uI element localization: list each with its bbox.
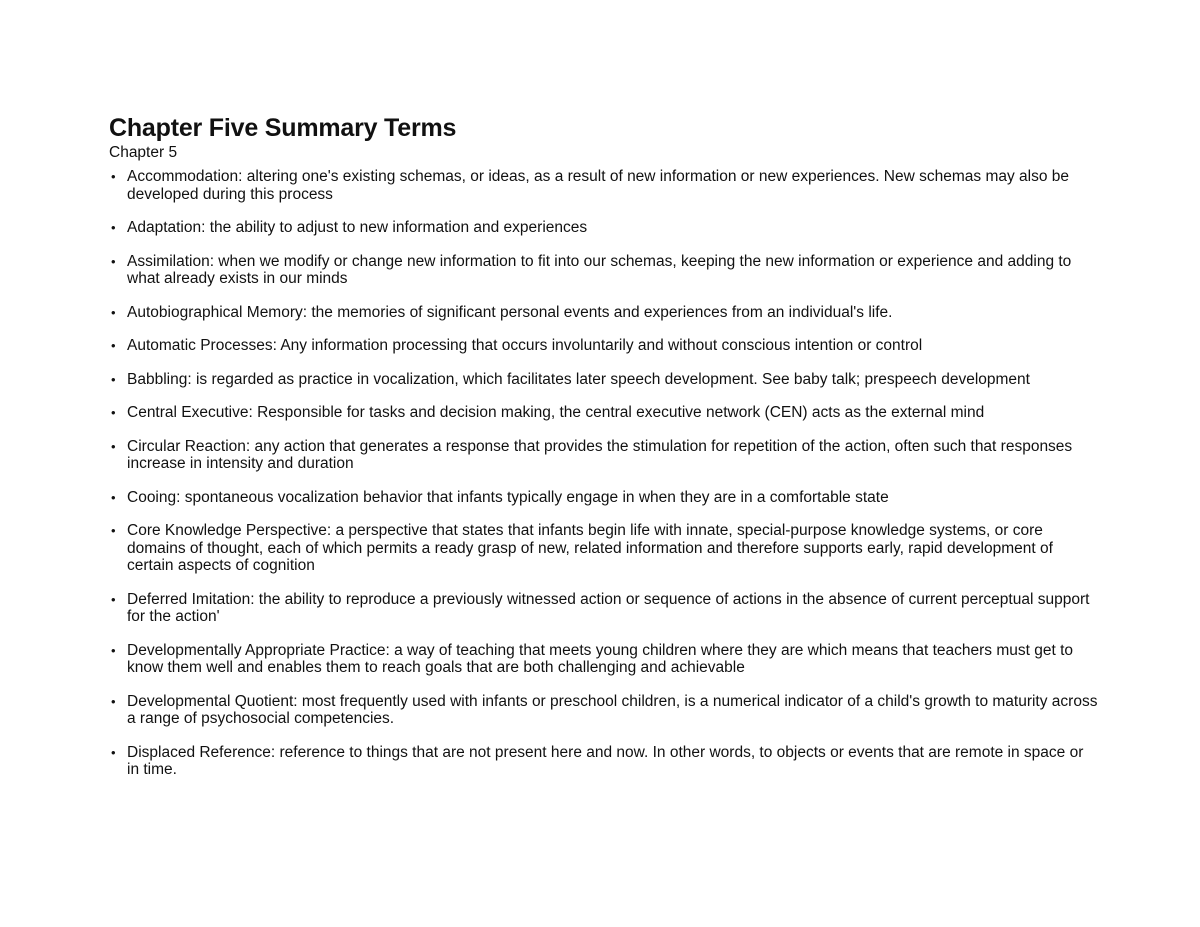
term-text: Central Executive: Responsible for tasks and decision making, the central executive network (CEN) acts as the external mind <box>127 404 985 421</box>
page-subtitle: Chapter 5 <box>109 144 178 161</box>
bullet-icon: • <box>111 523 116 538</box>
term-text: Deferred Imitation: the ability to reproduce a previously witnessed action or sequence of actions in the absence of current perceptual support for the action' <box>127 590 1090 625</box>
bullet-icon: • <box>111 591 116 607</box>
term-text: Autobiographical Memory: the memories of significant personal events and experiences from an individual's life. <box>127 303 893 321</box>
term-text: Circular Reaction: any action that generates a response that provides the stimulation for repetition of the action, often such that responses increase in intensity and duration <box>127 437 1073 472</box>
term-item-developmental-quotient <box>109 693 1099 728</box>
term-item-babbling <box>109 371 1099 389</box>
term-text: Automatic Processes: Any information processing that occurs involuntarily and without conscious intention or control <box>127 337 923 354</box>
bullet-icon: • <box>111 371 116 387</box>
term-item-deferred-imitation <box>109 591 1099 626</box>
bullet-icon: • <box>111 405 116 420</box>
term-text: Developmental Quotient: most frequently used with infants or preschool children, is a numerical indicator of a child's growth to maturity across a range of psychosocial competencies. <box>127 692 1098 727</box>
term-item-autobiographical-memory <box>109 304 1099 322</box>
term-text: Accommodation: altering one's existing schemas, or ideas, as a result of new information or new experiences. New schemas may also be developed during this process <box>127 168 1070 203</box>
term-text: Cooing: spontaneous vocalization behavior that infants typically engage in when they are in a comfortable state <box>127 488 889 506</box>
bullet-icon: • <box>111 304 116 320</box>
term-item-cooing <box>109 489 1099 507</box>
term-text: Adaptation: the ability to adjust to new information and experiences <box>127 219 588 236</box>
bullet-icon: • <box>111 253 116 269</box>
bullet-icon: • <box>111 169 116 184</box>
bullet-icon: • <box>111 438 116 454</box>
terms-list <box>109 168 1099 779</box>
term-item-circular-reaction <box>109 438 1099 473</box>
page-title: Chapter Five Summary Terms <box>109 114 457 142</box>
term-text: Developmentally Appropriate Practice: a way of teaching that meets young children where they are which means that teachers must get to know them well and enables them to reach goals that are both challenging and achievable <box>127 641 1074 676</box>
term-text: Displaced Reference: reference to things that are not present here and now. In other words, to objects or events that are remote in space or in time. <box>127 743 1084 778</box>
bullet-icon: • <box>111 338 116 353</box>
term-text: Babbling: is regarded as practice in vocalization, which facilitates later speech development. See baby talk; prespeech development <box>127 370 1030 388</box>
term-item-assimilation <box>109 253 1099 288</box>
term-item-core-knowledge-perspective <box>109 522 1099 575</box>
term-item-central-executive <box>109 404 1099 422</box>
term-item-accommodation <box>109 168 1099 203</box>
document-page <box>109 112 1099 795</box>
bullet-icon: • <box>111 744 116 760</box>
bullet-icon: • <box>111 693 116 709</box>
term-text: Assimilation: when we modify or change new information to fit into our schemas, keeping the new information or experience and adding to what already exists in our minds <box>127 252 1072 287</box>
term-item-automatic-processes <box>109 337 1099 355</box>
term-text: Core Knowledge Perspective: a perspective that states that infants begin life with innate, special-purpose knowledge systems, or core domains of thought, each of which permits a ready grasp of new, related information and therefore supports early, rapid development of certain aspects of cognition <box>127 522 1053 574</box>
term-item-displaced-reference <box>109 744 1099 779</box>
bullet-icon: • <box>111 489 116 505</box>
bullet-icon: • <box>111 642 116 658</box>
term-item-adaptation <box>109 219 1099 237</box>
term-item-developmentally-appropriate-practice <box>109 642 1099 677</box>
bullet-icon: • <box>111 220 116 235</box>
